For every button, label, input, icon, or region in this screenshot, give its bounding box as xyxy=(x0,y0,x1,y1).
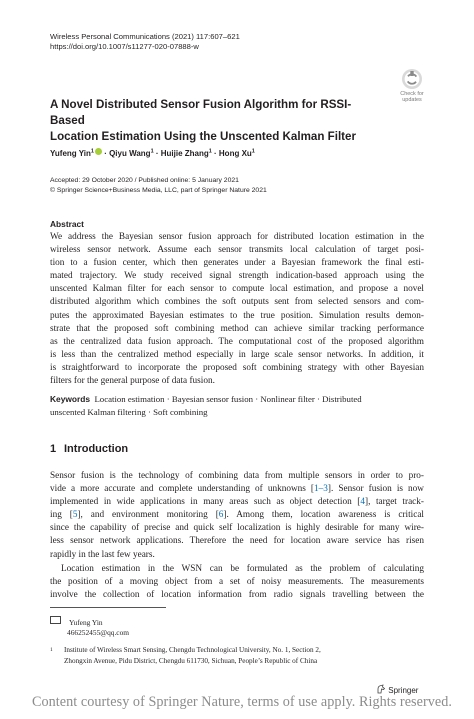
text-segment: ]. Among them, location awareness is critical xyxy=(223,510,424,521)
keywords-label: Keywords xyxy=(50,394,91,404)
citation-link[interactable]: 5 xyxy=(72,510,78,521)
text-segment: ]. Sensor fusion is now xyxy=(327,484,424,495)
text-line: is straightforward to incorporate the proposed soft combining strategy with other Bayesian xyxy=(50,362,424,373)
publisher-name: Springer xyxy=(388,686,419,695)
email-icon xyxy=(50,616,61,624)
publication-dates xyxy=(50,176,267,195)
author-affil-sup: 1 xyxy=(150,148,154,155)
text-line: tion to a fusion center, which then generates under a Bayesian framework the final esti- xyxy=(50,258,424,269)
section-heading xyxy=(50,443,128,455)
text-line xyxy=(50,496,424,509)
footnote-number: 1 xyxy=(50,647,53,653)
text-segment: implemented in wide applications in many areas such as object detection [ xyxy=(50,497,361,508)
text-line: as the centralized data fusion approach. The computational cost of the proposed algorithm xyxy=(50,336,424,347)
corresponding-author xyxy=(50,616,129,638)
author-name[interactable]: Qiyu Wang xyxy=(109,149,151,158)
intro-paragraph-1 xyxy=(50,470,424,562)
author-name[interactable]: Yufeng Yin xyxy=(50,149,91,158)
text-line: involve the collection of location information from radio signals travelling between the xyxy=(50,590,424,601)
citation-link[interactable]: 4 xyxy=(360,497,366,508)
abstract-body xyxy=(50,231,424,388)
orcid-icon[interactable] xyxy=(95,148,102,155)
text-segment: Sensor fusion is the technology of combining data from multiple sensors in order to pro- xyxy=(50,471,424,481)
keywords xyxy=(50,393,424,418)
text-line: We address the Bayesian sensor fusion approach for distributed location estimation in the xyxy=(50,232,424,242)
text-line: the position of a moving object from a set of noisy measurements. The measurements xyxy=(50,577,424,588)
journal-citation: Wireless Personal Communications (2021) 117:607–621 xyxy=(50,32,240,41)
abstract-heading: Abstract xyxy=(50,219,84,229)
courtesy-watermark: Content courtesy of Springer Nature, terms of use apply. Rights reserved. xyxy=(32,694,452,710)
badge-label-2: updates xyxy=(402,97,422,103)
text-segment: ], target track- xyxy=(365,497,424,508)
text-line xyxy=(50,509,424,522)
author-affil-sup: 1 xyxy=(90,148,94,155)
text-segment: ing [ xyxy=(50,510,73,521)
text-line xyxy=(50,535,424,548)
affiliation-line: Zhongxin Avenue, Pidu District, Chengdu 611730, Sichuan, People’s Republic of China xyxy=(64,656,318,665)
dates-line: Accepted: 29 October 2020 / Published online: 5 January 2021 xyxy=(50,177,239,184)
text-line: distributed algorithm which combines the soft outputs sent from selected sensors and com- xyxy=(50,297,424,308)
badge-label-1: Check for xyxy=(400,91,424,97)
text-line: Location estimation in the WSN can be formulated as the problem of calculating xyxy=(61,564,424,574)
check-for-updates-icon xyxy=(397,68,427,104)
contact-name: Yufeng Yin xyxy=(69,618,103,627)
text-line: filters for the general purpose of data fusion. xyxy=(50,376,215,387)
text-line: putes the approximated Bayesian estimates to the true position. Simulation results demon- xyxy=(50,310,424,321)
text-line: wireless sensor network. Assume each sensor transmits local calculation of target posi- xyxy=(50,245,424,256)
intro-paragraph-2 xyxy=(50,563,424,602)
citation-link[interactable]: 6 xyxy=(218,510,224,521)
copyright-line: © Springer Science+Business Media, LLC, part of Springer Nature 2021 xyxy=(50,186,267,194)
affiliation-footnote xyxy=(50,645,424,666)
text-line: is less than the centralized method especially in large scale sensor networks. In addition, it xyxy=(50,349,424,360)
affiliation-line: Institute of Wireless Smart Sensing, Chengdu Technological University, No. 1, Section 2, xyxy=(64,646,321,654)
text-segment: less sensor network applications. Therefore the need for location aware service has risen xyxy=(50,536,424,547)
paper-title xyxy=(50,97,380,145)
author-affil-sup: 1 xyxy=(208,148,212,155)
springer-horse-icon xyxy=(376,684,386,694)
title-line: A Novel Distributed Sensor Fusion Algorithm for RSSI-Based xyxy=(50,98,352,127)
text-line: strate that the proposed soft combining method can achieve similar tracking performance xyxy=(50,323,424,334)
section-number: 1 xyxy=(50,443,57,455)
keywords-line: unscented Kalman filtering · Soft combining xyxy=(50,406,208,417)
text-segment: rapidly in the last few years. xyxy=(50,549,155,560)
text-segment: vide a more accurate and complete understanding of unknowns [ xyxy=(50,484,315,495)
text-line xyxy=(50,549,424,562)
text-segment: ], and environment monitoring [ xyxy=(77,510,219,521)
text-line xyxy=(50,522,424,535)
text-line: mated trajectory. We study received signal strength indication-based approach using the xyxy=(50,271,424,282)
section-title: Introduction xyxy=(64,443,129,455)
text-line xyxy=(50,470,424,483)
author-list: Yufeng Yin$^1$ · Qiyu Wang$^1$ · Huijie Zhang$^1$ · Hong Xu$^1$ xyxy=(50,148,255,158)
text-segment: since the capability of precise and quick self localization is highly desirable for many wire- xyxy=(50,523,424,534)
footnote-divider xyxy=(50,607,166,608)
check-for-updates-badge[interactable] xyxy=(397,68,427,104)
author-name[interactable]: Hong Xu xyxy=(218,149,252,158)
author-name[interactable]: Huijie Zhang xyxy=(160,149,209,158)
keywords-line: Location estimation · Bayesian sensor fusion · Nonlinear filter · Distributed xyxy=(94,394,362,404)
contact-email[interactable]: 466252455@qq.com xyxy=(67,628,130,637)
doi-link[interactable]: https://doi.org/10.1007/s11277-020-07888-w xyxy=(50,42,199,51)
citation-link[interactable]: 1–3 xyxy=(314,484,328,495)
author-affil-sup: 1 xyxy=(251,148,255,155)
text-line: unscented Kalman filter for each sensor to compute local estimation, and propose a novel xyxy=(50,284,424,295)
title-line: Location Estimation Using the Unscented Kalman Filter xyxy=(50,130,356,143)
text-line xyxy=(50,483,424,496)
